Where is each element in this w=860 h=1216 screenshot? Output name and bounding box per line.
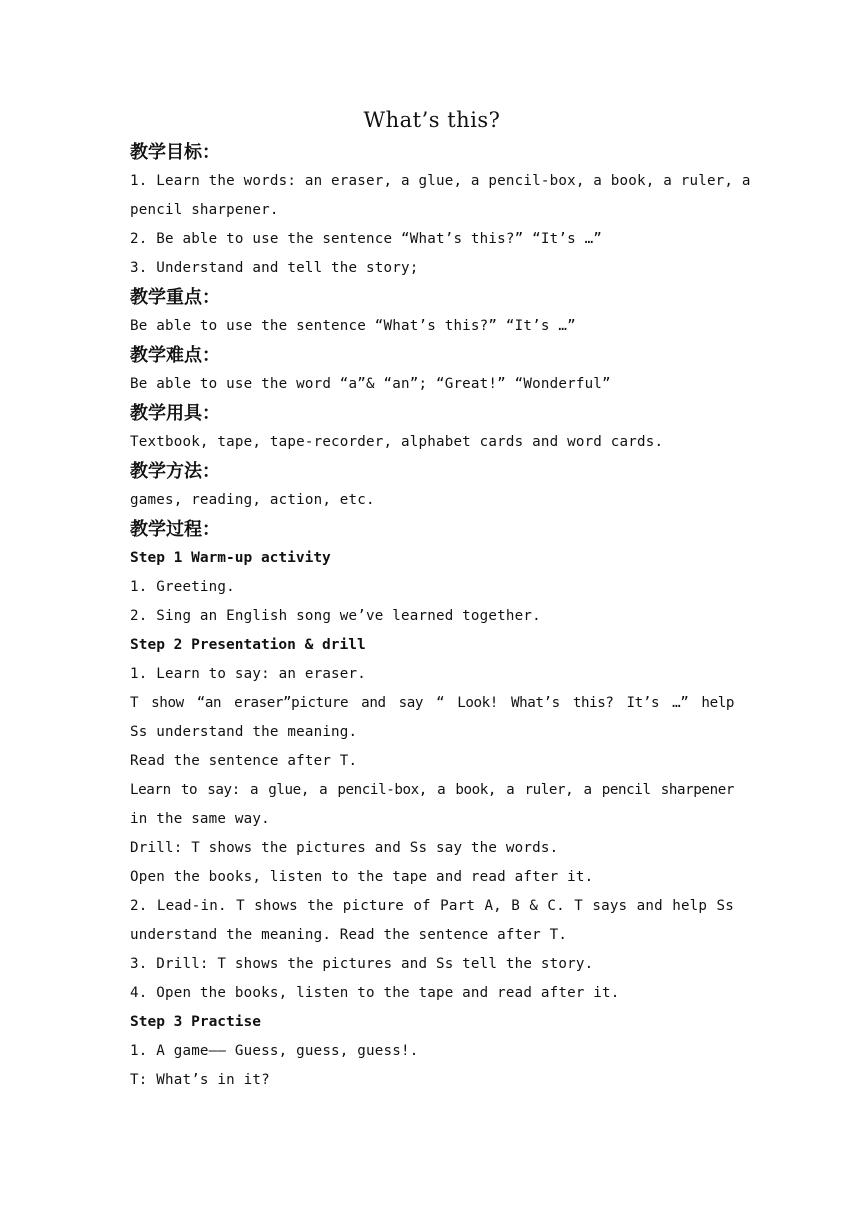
- step1-line-2: 2. Sing an English song we’ve learned together.: [130, 608, 541, 624]
- step2-line-9: 2. Lead-in. T shows the picture of Part A, B & C. T says and help Ss: [130, 898, 734, 914]
- aids-line-1: Textbook, tape, tape-recorder, alphabet cards and word cards.: [130, 434, 664, 450]
- step3-line-1: 1. A game—— Guess, guess, guess!.: [130, 1043, 419, 1059]
- key-points-heading: 教学重点：: [130, 287, 220, 308]
- methods-line-1: games, reading, action, etc.: [130, 492, 375, 508]
- step2-line-4: Read the sentence after T.: [130, 753, 358, 769]
- document-page: [130, 102, 751, 1095]
- key-points-line-1: Be able to use the sentence “What’s this?” “It’s …”: [130, 318, 576, 334]
- step2-line-12: 4. Open the books, listen to the tape and read after it.: [130, 985, 620, 1001]
- objectives-line-3: 2. Be able to use the sentence “What’s this?” “It’s …”: [130, 231, 603, 247]
- objectives-line-4: 3. Understand and tell the story;: [130, 260, 419, 276]
- step2-line-6: in the same way.: [130, 811, 270, 827]
- step2-line-10: understand the meaning. Read the sentence after T.: [130, 927, 568, 943]
- document-title: What’s this?: [363, 108, 501, 132]
- step2-line-1: 1. Learn to say: an eraser.: [130, 666, 367, 682]
- step3-title: Step 3 Practise: [130, 1014, 261, 1030]
- step1-title: Step 1 Warm-up activity: [130, 550, 331, 566]
- step3-line-2: T: What’s in it?: [130, 1072, 270, 1088]
- difficulties-heading: 教学难点：: [130, 345, 220, 366]
- aids-heading: 教学用具：: [130, 403, 220, 424]
- objectives-heading: 教学目标：: [130, 142, 220, 163]
- objectives-line-1: 1. Learn the words: an eraser, a glue, a pencil-box, a book, a ruler, a: [130, 173, 751, 189]
- step2-line-11: 3. Drill: T shows the pictures and Ss tell the story.: [130, 956, 594, 972]
- step1-line-1: 1. Greeting.: [130, 579, 235, 595]
- step2-line-3: Ss understand the meaning.: [130, 724, 358, 740]
- step2-line-2: T show “an eraser”picture and say “ Look! What’s this? It’s …” help: [130, 695, 734, 711]
- methods-heading: 教学方法：: [130, 461, 220, 482]
- difficulties-line-1: Be able to use the word “a”& “an”; “Great!” “Wonderful”: [130, 376, 611, 392]
- step2-line-8: Open the books, listen to the tape and read after it.: [130, 869, 594, 885]
- process-heading: 教学过程：: [130, 519, 220, 540]
- objectives-line-2: pencil sharpener.: [130, 202, 279, 218]
- step2-line-7: Drill: T shows the pictures and Ss say the words.: [130, 840, 559, 856]
- step2-title: Step 2 Presentation & drill: [130, 637, 366, 653]
- step2-line-5: Learn to say: a glue, a pencil-box, a book, a ruler, a pencil sharpener: [130, 782, 734, 798]
